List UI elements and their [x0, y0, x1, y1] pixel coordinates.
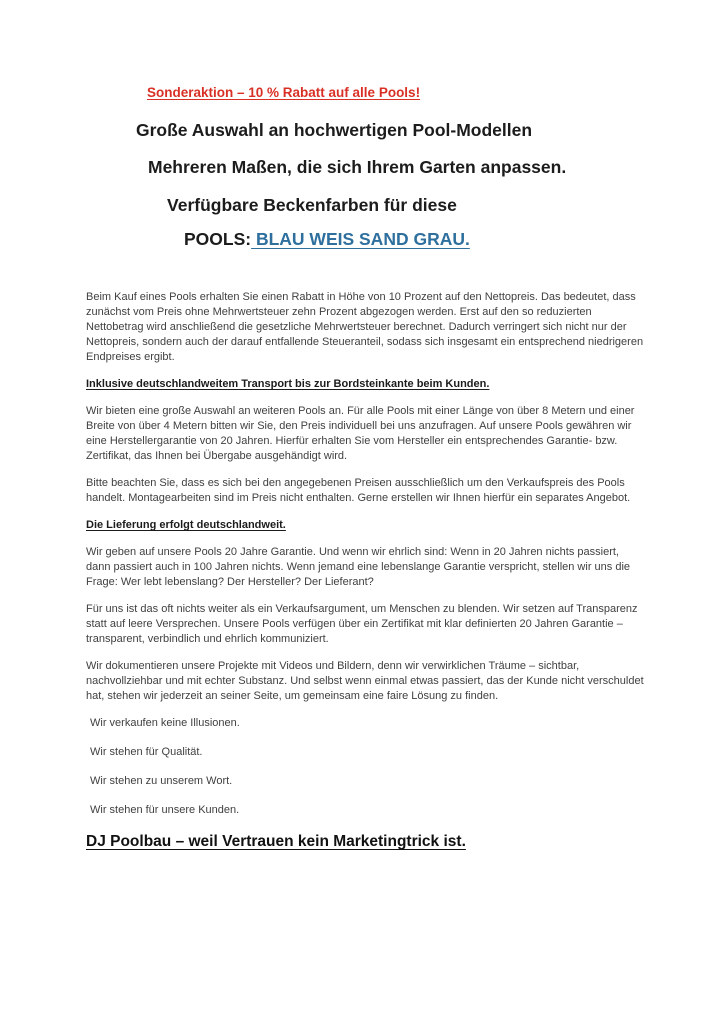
paragraph-documentation: Wir dokumentieren unsere Projekte mit Videos und Bildern, denn wir verwirklichen Träume – sichtbar, nachvollziehbar und mit echter Substanz. Und selbst wenn einmal etwas passiert, das der Kunde nicht verschuldet hat, stehen wir jederzeit an seiner Seite, um gemeinsam eine faire Lösung zu finden. — [86, 660, 644, 702]
paragraph-discount: Beim Kauf eines Pools erhalten Sie einen Rabatt in Höhe von 10 Prozent auf den Nettopreis. Das bedeutet, dass zunächst vom Preis ohne Mehrwertsteuer zehn Prozent abgezogen werden. Erst auf den so reduzierten Nettobetrag wird anschließend die gesetzliche Mehrwertsteuer berechnet. Dadurch verringert sich nicht nur der Nettopreis, sondern auch der darauf entfallende Steueranteil, sodass sich insgesamt ein entsprechend niedrigeren Endpreises ergibt. — [86, 291, 644, 363]
slogan-no-illusions: Wir verkaufen keine Illusionen. — [90, 717, 240, 729]
headline-sizes: Mehreren Maßen, die sich Ihrem Garten anpassen. — [148, 157, 567, 177]
paragraph-price-note: Bitte beachten Sie, dass es sich bei den angegebenen Preisen ausschließlich um den Verkaufspreis des Pools handelt. Montagearbeiten sind im Preis nicht enthalten. Gerne erstellen wir Ihnen hierfür ein separates Angebot. — [86, 477, 631, 504]
pool-colors-line — [184, 228, 642, 250]
document-body — [86, 290, 646, 851]
slogan-our-customers: Wir stehen für unsere Kunden. — [90, 804, 240, 816]
slogan-quality: Wir stehen für Qualität. — [90, 746, 203, 758]
slogan-our-word: Wir stehen zu unserem Wort. — [90, 775, 233, 787]
paragraph-warranty: Wir geben auf unsere Pools 20 Jahre Garantie. Und wenn wir ehrlich sind: Wenn in 20 Jahren nichts passiert, dann passiert auch in 100 Jahren nichts. Wenn jemand eine lebenslange Garantie verspricht, stellen wir uns die Frage: Wer lebt lebenslang? Der Hersteller? Der Lieferant? — [86, 546, 631, 588]
promo-banner: Sonderaktion – 10 % Rabatt auf alle Pools! — [147, 85, 421, 100]
brand-tagline: DJ Poolbau – weil Vertrauen kein Marketingtrick ist. — [86, 833, 466, 850]
subhead-transport: Inklusive deutschlandweitem Transport bis zur Bordsteinkante beim Kunden. — [86, 378, 490, 390]
headline-colors-intro: Verfügbare Beckenfarben für diese — [167, 195, 457, 215]
paragraph-selection: Wir bieten eine große Auswahl an weiteren Pools an. Für alle Pools mit einer Länge von über 8 Metern und einer Breite von über 4 Metern bitten wir Sie, den Preis individuell bei uns anzufragen. Auf unsere Pools gewähren wir eine Herstellergarantie von 20 Jahren. Hierfür erhalten Sie vom Hersteller ein entsprechendes Garantie- bzw. Zertifikat, das Ihnen bei Übergabe ausgehändigt wird. — [86, 405, 635, 462]
subhead-delivery: Die Lieferung erfolgt deutschlandweit. — [86, 519, 286, 531]
pools-label: POOLS: — [184, 229, 252, 249]
pool-color-options: BLAU WEIS SAND GRAU. — [251, 229, 470, 249]
paragraph-transparency: Für uns ist das oft nichts weiter als ein Verkaufsargument, um Menschen zu blenden. Wir setzen auf Transparenz statt auf leere Versprechen. Unsere Pools verfügen über ein Zertifikat mit klar definierten 20 Jahren Garantie – transparent, verbindlich und ehrlich kommuniziert. — [86, 603, 638, 645]
headline-pool-models: Große Auswahl an hochwertigen Pool-Modellen — [136, 120, 533, 140]
